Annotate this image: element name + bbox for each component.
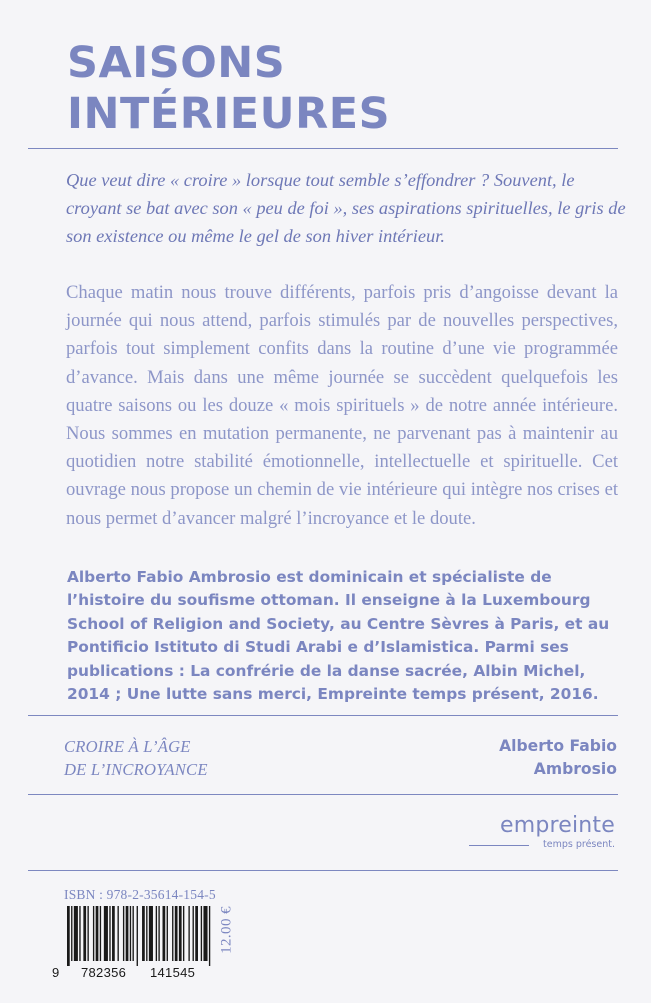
barcode-bar bbox=[93, 906, 94, 961]
barcode-bar bbox=[195, 906, 198, 961]
book-title bbox=[67, 38, 390, 140]
barcode-bar bbox=[142, 906, 145, 961]
barcode-bar bbox=[71, 906, 72, 961]
barcode-bar bbox=[209, 906, 210, 966]
divider-bottom bbox=[28, 870, 618, 871]
barcode-group-right: 141545 bbox=[150, 965, 196, 980]
barcode-bar bbox=[156, 906, 157, 961]
publisher-logo bbox=[465, 813, 615, 851]
barcode-bar bbox=[188, 906, 189, 961]
publisher-subline: temps présent. bbox=[465, 839, 615, 851]
author-bio: Alberto Fabio Ambrosio est dominicain et spécialiste de l’histoire du soufisme ottoman. Il enseigne à la Luxembourg School of Religion and Society, au Centre Sèvres à Paris, et au Pontificio Istituto di Studi Arabi e d’Islamistica. Parmi ses publications : La confrérie de la danse sacrée, Albin Michel, 2014 ; Une lutte sans merci, Empreinte temps présent, 2016. bbox=[67, 568, 610, 704]
barcode-bar bbox=[96, 906, 99, 961]
barcode-bar bbox=[100, 906, 101, 961]
series-name-line-1: CROIRE À L’ÂGE bbox=[64, 737, 191, 756]
barcode-bar bbox=[87, 906, 88, 961]
price-label bbox=[218, 890, 236, 970]
barcode-bar bbox=[123, 906, 124, 961]
book-title-line-1: SAISONS bbox=[67, 38, 286, 88]
publisher-name: empreinte bbox=[499, 813, 615, 838]
author-name-line-2: Ambrosio bbox=[533, 760, 617, 778]
barcode-bar bbox=[83, 906, 86, 961]
barcode-bar bbox=[193, 906, 194, 961]
barcode-first-digit: 9 bbox=[52, 965, 60, 980]
barcode-bar bbox=[130, 906, 131, 961]
barcode-bar bbox=[201, 906, 202, 961]
divider-middle bbox=[28, 715, 618, 716]
barcode-bar bbox=[179, 906, 182, 961]
series-name-line-2: DE L’INCROYANCE bbox=[64, 760, 208, 779]
book-title-line-2: INTÉRIEURES bbox=[67, 89, 391, 139]
barcode-bar bbox=[167, 906, 168, 961]
barcode-bar bbox=[109, 906, 110, 961]
barcode-bar bbox=[149, 906, 153, 961]
barcode-bar bbox=[117, 906, 118, 961]
barcode-icon bbox=[66, 906, 214, 966]
barcode-bar bbox=[112, 906, 115, 961]
tagline-paragraph: Que veut dire « croire » lorsque tout semble s’effondrer ? Souvent, le croyant se bat avec son « peu de foi », ses aspirations spirituelles, le gris de son existence ou même le gel de son hiver intérieur. bbox=[66, 170, 626, 246]
price-text: 12.00 € bbox=[218, 906, 235, 954]
series-name bbox=[64, 735, 208, 781]
barcode-bar bbox=[158, 906, 159, 961]
divider-lower bbox=[28, 794, 618, 795]
author-name bbox=[499, 735, 617, 781]
description-paragraph: Chaque matin nous trouve différents, parfois pris d’angoisse devant la journée qui nous attend, parfois stimulés par de nouvelles perspectives, parfois tout simplement confits dans la routine d’une vie programmée d’avance. Mais dans une même journée se succèdent quelquefois les quatre saisons ou les douze « mois spirituels » de notre année intérieure. Nous sommes en mutation permanente, ne parvenant pas à maintenir au quotidien notre stabilité émotionnelle, intellectuelle et spirituelle. Cet ouvrage nous propose un chemin de vie intérieure qui intègre nos crises et nous permet d’avancer malgré l’incroyance et le doute. bbox=[66, 282, 618, 529]
barcode-bar bbox=[79, 906, 80, 961]
divider-top bbox=[28, 148, 618, 149]
barcode-bar bbox=[175, 906, 178, 961]
barcode-bar bbox=[183, 906, 184, 961]
barcode-bar bbox=[67, 906, 70, 966]
barcode-bar bbox=[146, 906, 147, 961]
barcode-bar bbox=[172, 906, 173, 961]
barcode-bar bbox=[133, 906, 134, 961]
barcode-bar bbox=[104, 906, 108, 961]
barcode-bar bbox=[126, 906, 129, 961]
barcode-bar bbox=[74, 906, 78, 961]
barcode-bar bbox=[163, 906, 166, 961]
isbn-label: ISBN : 978-2-35614-154-5 bbox=[64, 887, 216, 902]
barcode-group-left: 782356 bbox=[81, 965, 127, 980]
barcode-bar bbox=[203, 906, 207, 961]
author-name-line-1: Alberto Fabio bbox=[499, 737, 617, 755]
barcode-bar bbox=[137, 906, 138, 966]
